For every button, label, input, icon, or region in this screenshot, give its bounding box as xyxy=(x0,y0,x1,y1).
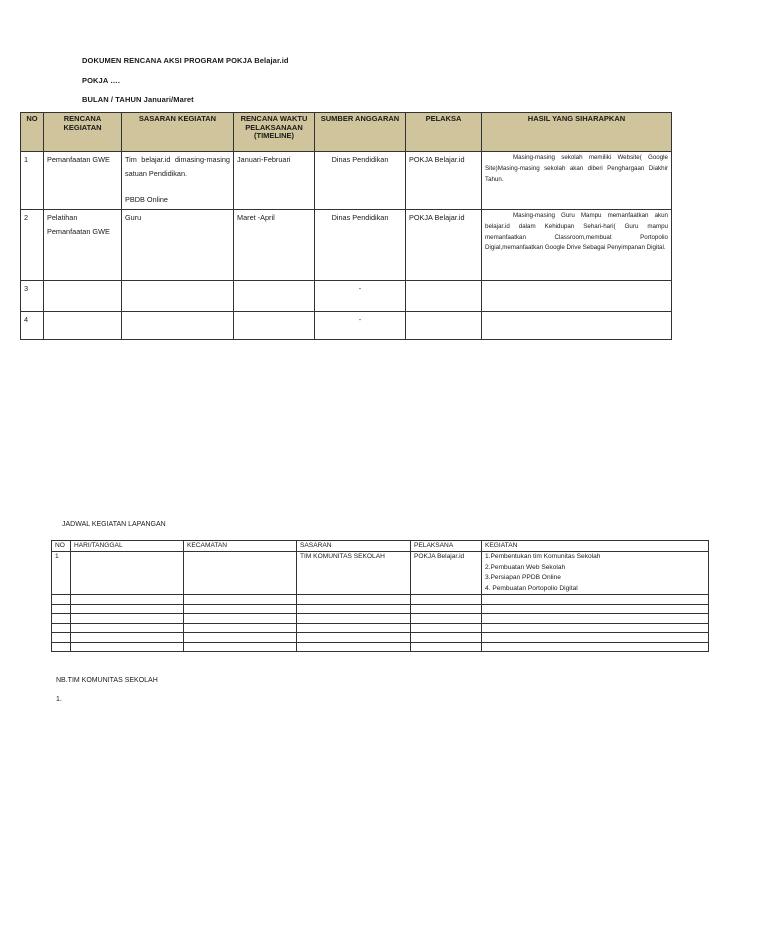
jadwal-cell-hari xyxy=(71,552,184,595)
header-pelaksa: PELAKSA xyxy=(406,113,482,152)
cell-sasaran xyxy=(122,210,234,281)
table-row xyxy=(52,595,709,605)
header-sumber: SUMBER ANGGARAN xyxy=(315,113,406,152)
period-label: BULAN / TAHUN Januari/Maret xyxy=(82,95,194,104)
cell-sumber: - xyxy=(315,312,406,340)
cell-hasil: Masing-masing Guru Mampu memanfaatkan akun belajar.id dalam Kehidupan Sehari-hari( Guru mampu memanfaatkan Classroom,membuat Portopolio Digial,memanfaatkan Google Drive Sebagai Penyimpanan Digital. xyxy=(482,210,672,281)
cell-pelaksa xyxy=(406,281,482,312)
cell-hasil xyxy=(482,312,672,340)
cell-waktu: Januari-Februari xyxy=(234,152,315,210)
sasaran-text: Guru xyxy=(125,213,142,222)
cell-sasaran xyxy=(122,152,234,210)
cell-sumber: Dinas Pendidikan xyxy=(315,152,406,210)
jadwal-cell-pelaksana: POKJA Belajar.id xyxy=(411,552,482,595)
jadwal-header-no: NO xyxy=(52,541,71,552)
jadwal-cell-kecamatan xyxy=(184,552,297,595)
kegiatan-item: 2.Pembuatan Web Sekolah xyxy=(485,563,566,571)
cell-sumber: Dinas Pendidikan xyxy=(315,210,406,281)
table-row xyxy=(21,210,672,281)
table-row xyxy=(21,281,672,312)
table-row xyxy=(21,152,672,210)
cell-no: 1 xyxy=(21,152,44,210)
document-title: DOKUMEN RENCANA AKSI PROGRAM POKJA Belajar.id xyxy=(82,56,289,65)
cell-rencana xyxy=(44,312,122,340)
table-row xyxy=(52,614,709,624)
jadwal-header-row xyxy=(52,541,709,552)
kegiatan-item: 1.Pembentukan tim Komunitas Sekolah xyxy=(485,553,601,560)
table-row xyxy=(52,552,709,595)
sasaran-text: Tim belajar.id dimasing-masing satuan Pendidikan. xyxy=(125,155,230,178)
jadwal-table xyxy=(51,540,709,652)
table-row xyxy=(52,623,709,633)
jadwal-cell-kegiatan xyxy=(482,552,709,595)
action-plan-table xyxy=(20,112,672,340)
kegiatan-item: 3.Persiapan PPDB Online xyxy=(485,574,561,582)
cell-pelaksa xyxy=(406,312,482,340)
header-hasil: HASIL YANG SIHARAPKAN xyxy=(482,113,672,152)
cell-sumber: - xyxy=(315,281,406,312)
cell-sasaran xyxy=(122,312,234,340)
cell-waktu: Maret -April xyxy=(234,210,315,281)
cell-hasil: Masing-masing sekolah memiliki Website( Google Site)Masing-masing sekolah akan diberi Penghargaan Diakhir Tahun. xyxy=(482,152,672,210)
jadwal-header-kegiatan: KEGIATAN xyxy=(482,541,709,552)
cell-rencana xyxy=(44,281,122,312)
jadwal-header-kecamatan: KECAMATAN xyxy=(184,541,297,552)
notes-label: NB.TIM KOMUNITAS SEKOLAH xyxy=(56,677,158,684)
header-waktu: RENCANA WAKTU PELAKSANAAN (TIMELINE) xyxy=(234,113,315,152)
jadwal-header-sasaran: SASARAN xyxy=(297,541,411,552)
jadwal-header-pelaksana: PELAKSANA xyxy=(411,541,482,552)
table-row xyxy=(52,642,709,652)
cell-rencana: Pemanfaatan GWE xyxy=(44,152,122,210)
jadwal-header-hari: HARI/TANGGAL xyxy=(71,541,184,552)
cell-waktu xyxy=(234,281,315,312)
kegiatan-item: 4. Pembuatan Portopolio Digital xyxy=(485,584,578,592)
cell-hasil xyxy=(482,281,672,312)
cell-no: 4 xyxy=(21,312,44,340)
cell-pelaksa: POKJA Belajar.id xyxy=(406,210,482,281)
table-row xyxy=(52,633,709,643)
table-header-row xyxy=(21,113,672,152)
pokja-label: POKJA …. xyxy=(82,76,121,85)
header-sasaran: SASARAN KEGIATAN xyxy=(122,113,234,152)
header-rencana: RENCANA KEGIATAN xyxy=(44,113,122,152)
cell-rencana: Pelatihan Pemanfaatan GWE xyxy=(44,210,122,281)
table-row xyxy=(52,604,709,614)
notes-item: 1. xyxy=(56,696,62,703)
cell-no: 3 xyxy=(21,281,44,312)
cell-sasaran xyxy=(122,281,234,312)
table-row xyxy=(21,312,672,340)
jadwal-title: JADWAL KEGIATAN LAPANGAN xyxy=(62,521,166,528)
cell-no: 2 xyxy=(21,210,44,281)
jadwal-cell-sasaran: TIM KOMUNITAS SEKOLAH xyxy=(297,552,411,595)
cell-waktu xyxy=(234,312,315,340)
sasaran-text-2: PBDB Online xyxy=(125,195,168,205)
cell-pelaksa: POKJA Belajar.id xyxy=(406,152,482,210)
jadwal-cell-no: 1 xyxy=(52,552,71,595)
header-no: NO xyxy=(21,113,44,152)
